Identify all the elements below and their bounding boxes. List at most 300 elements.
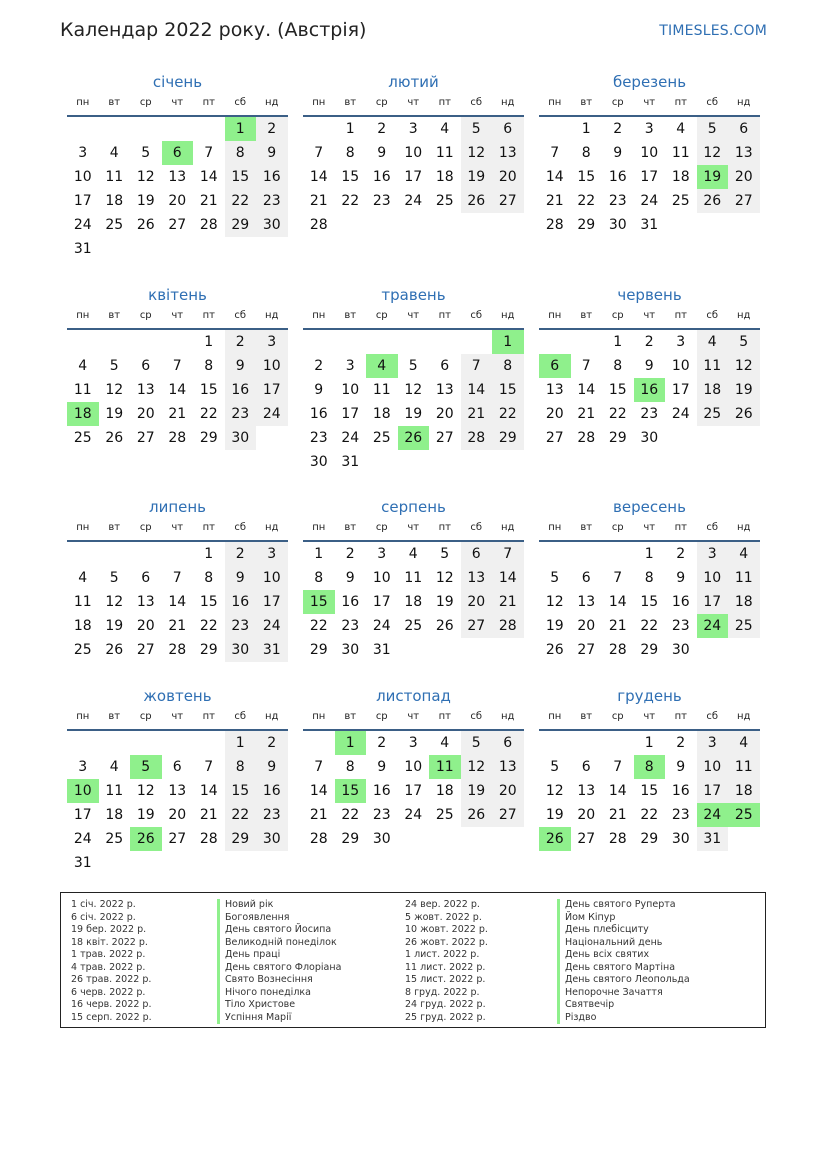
legend-date: 1 трав. 2022 р. xyxy=(71,949,146,960)
day-cell: 30 xyxy=(341,642,360,658)
day-cell: 18 xyxy=(105,193,124,209)
day-cell: 26 xyxy=(136,217,155,233)
day-cell: 16 xyxy=(671,594,690,610)
day-cell: 22 xyxy=(608,406,627,422)
weekday-label: нд xyxy=(501,522,515,533)
day-cell: 31 xyxy=(73,855,92,871)
day-cell: 16 xyxy=(671,783,690,799)
holiday-day-cell: 26 xyxy=(130,827,162,851)
empty-cell xyxy=(162,117,194,141)
holiday-day-cell: 26 xyxy=(539,827,571,851)
weekday-label: пн xyxy=(312,97,326,108)
day-cell: 30 xyxy=(671,642,690,658)
day-cell: 5 xyxy=(728,330,760,354)
day-cell: 6 xyxy=(141,570,151,586)
day-cell: 9 xyxy=(314,382,324,398)
day-cell: 10 xyxy=(697,755,729,779)
day-cell: 23 xyxy=(372,193,391,209)
day-cell: 12 xyxy=(697,141,729,165)
day-cell: 25 xyxy=(105,831,124,847)
weekday-label: пн xyxy=(548,310,562,321)
day-cell: 22 xyxy=(341,807,360,823)
holiday-day-cell: 11 xyxy=(429,755,461,779)
day-cell: 5 xyxy=(461,117,493,141)
legend-holiday-name: Великодній понеділок xyxy=(217,937,341,950)
day-grid xyxy=(539,330,760,450)
day-cell: 13 xyxy=(492,141,524,165)
day-cell: 20 xyxy=(435,406,454,422)
legend-date: 25 груд. 2022 р. xyxy=(405,1011,486,1023)
day-cell: 13 xyxy=(577,594,596,610)
weekday-label: чт xyxy=(643,97,656,108)
day-cell: 14 xyxy=(461,378,493,402)
legend-holiday-name: Богоявлення xyxy=(217,912,341,925)
day-cell: 29 xyxy=(608,430,627,446)
holiday-day-cell: 26 xyxy=(398,426,430,450)
weekday-label: чт xyxy=(407,711,420,722)
legend-holiday-name: Свято Вознесіння xyxy=(217,974,341,987)
weekday-label: пт xyxy=(674,97,687,108)
day-cell: 29 xyxy=(341,831,360,847)
day-cell: 24 xyxy=(341,430,360,446)
weekday-label: пт xyxy=(438,310,451,321)
day-cell: 14 xyxy=(168,594,187,610)
day-cell: 13 xyxy=(168,169,187,185)
day-cell: 8 xyxy=(204,358,214,374)
legend-holiday-name: Йом Кіпур xyxy=(557,912,690,925)
holiday-day-cell: 5 xyxy=(130,755,162,779)
empty-cell xyxy=(602,542,634,566)
month-12 xyxy=(539,685,760,851)
day-grid xyxy=(539,731,760,851)
day-cell: 20 xyxy=(492,779,524,803)
day-cell: 30 xyxy=(608,217,627,233)
day-cell: 20 xyxy=(577,807,596,823)
month-name: вересень xyxy=(613,498,686,516)
day-cell: 7 xyxy=(204,759,214,775)
day-cell: 16 xyxy=(225,590,257,614)
day-cell: 10 xyxy=(256,354,288,378)
day-cell: 12 xyxy=(105,594,124,610)
day-cell: 20 xyxy=(492,165,524,189)
day-cell: 24 xyxy=(73,217,92,233)
day-cell: 2 xyxy=(225,330,257,354)
day-grid xyxy=(67,330,288,450)
weekday-label: сб xyxy=(706,522,719,533)
weekday-label: сб xyxy=(470,522,483,533)
day-grid xyxy=(539,117,760,237)
day-cell: 2 xyxy=(256,731,288,755)
day-cell: 27 xyxy=(577,642,596,658)
day-cell: 24 xyxy=(256,614,288,638)
day-cell: 14 xyxy=(168,382,187,398)
day-cell: 3 xyxy=(345,358,355,374)
day-cell: 29 xyxy=(640,831,659,847)
weekday-label: вт xyxy=(108,310,121,321)
day-cell: 10 xyxy=(341,382,360,398)
day-cell: 1 xyxy=(314,546,324,562)
day-cell: 23 xyxy=(608,193,627,209)
day-cell: 4 xyxy=(78,570,88,586)
day-cell: 22 xyxy=(640,618,659,634)
day-cell: 24 xyxy=(640,193,659,209)
day-cell: 4 xyxy=(697,330,729,354)
empty-cell xyxy=(130,330,162,354)
day-cell: 13 xyxy=(577,783,596,799)
day-cell: 29 xyxy=(199,642,218,658)
legend-date: 15 лист. 2022 р. xyxy=(405,974,486,985)
day-cell: 19 xyxy=(461,779,493,803)
day-cell: 20 xyxy=(168,807,187,823)
day-cell: 21 xyxy=(168,618,187,634)
day-cell: 31 xyxy=(372,642,391,658)
legend-date: 6 січ. 2022 р. xyxy=(71,911,136,923)
day-cell: 21 xyxy=(199,193,218,209)
day-cell: 14 xyxy=(608,594,627,610)
day-cell: 9 xyxy=(644,358,654,374)
day-cell: 28 xyxy=(608,831,627,847)
weekday-label: сб xyxy=(706,97,719,108)
day-cell: 21 xyxy=(461,402,493,426)
day-cell: 13 xyxy=(136,594,155,610)
day-cell: 1 xyxy=(644,546,654,562)
day-cell: 28 xyxy=(608,642,627,658)
legend-date: 6 черв. 2022 р. xyxy=(71,986,146,998)
day-cell: 7 xyxy=(492,542,524,566)
day-cell: 28 xyxy=(168,430,187,446)
day-cell: 19 xyxy=(105,618,124,634)
empty-cell xyxy=(429,330,461,354)
day-cell: 4 xyxy=(109,145,119,161)
day-grid xyxy=(303,117,524,237)
weekday-label: вт xyxy=(580,522,593,533)
day-cell: 12 xyxy=(136,169,155,185)
day-cell: 9 xyxy=(256,141,288,165)
day-cell: 23 xyxy=(372,807,391,823)
day-cell: 11 xyxy=(435,145,454,161)
day-cell: 28 xyxy=(577,430,596,446)
weekday-label: нд xyxy=(265,97,279,108)
weekday-label: чт xyxy=(171,522,184,533)
day-grid xyxy=(303,731,524,851)
day-cell: 8 xyxy=(345,145,355,161)
weekday-label: нд xyxy=(737,310,751,321)
day-cell: 4 xyxy=(728,542,760,566)
month-4 xyxy=(67,284,288,450)
day-cell: 9 xyxy=(256,755,288,779)
weekday-label: сб xyxy=(470,97,483,108)
day-cell: 3 xyxy=(78,759,88,775)
day-cell: 28 xyxy=(461,426,493,450)
weekday-label: ср xyxy=(139,310,152,321)
weekday-label: чт xyxy=(171,97,184,108)
day-cell: 27 xyxy=(168,217,187,233)
day-cell: 11 xyxy=(671,145,690,161)
day-cell: 18 xyxy=(697,378,729,402)
weekday-header xyxy=(539,518,760,542)
weekday-label: пт xyxy=(202,97,215,108)
empty-cell xyxy=(67,330,99,354)
day-cell: 18 xyxy=(435,169,454,185)
weekday-label: пт xyxy=(674,310,687,321)
day-cell: 26 xyxy=(105,642,124,658)
day-cell: 3 xyxy=(377,546,387,562)
weekday-label: нд xyxy=(265,310,279,321)
legend-date: 5 жовт. 2022 р. xyxy=(405,911,482,923)
day-grid xyxy=(539,542,760,662)
weekday-label: вт xyxy=(580,711,593,722)
day-cell: 14 xyxy=(545,169,564,185)
day-cell: 8 xyxy=(613,358,623,374)
day-cell: 19 xyxy=(435,594,454,610)
day-cell: 8 xyxy=(204,570,214,586)
weekday-label: чт xyxy=(171,711,184,722)
day-cell: 22 xyxy=(225,803,257,827)
day-cell: 12 xyxy=(435,570,454,586)
day-cell: 3 xyxy=(256,330,288,354)
legend-date: 24 вер. 2022 р. xyxy=(405,899,480,910)
day-cell: 5 xyxy=(141,145,151,161)
day-grid xyxy=(303,330,524,474)
month-name: липень xyxy=(148,498,207,516)
weekday-label: пт xyxy=(438,711,451,722)
holiday-day-cell: 6 xyxy=(162,141,194,165)
day-cell: 22 xyxy=(225,189,257,213)
month-7 xyxy=(67,496,288,662)
day-cell: 29 xyxy=(199,430,218,446)
empty-cell xyxy=(67,542,99,566)
day-cell: 27 xyxy=(577,831,596,847)
day-cell: 27 xyxy=(461,614,493,638)
day-cell: 3 xyxy=(78,145,88,161)
weekday-label: пт xyxy=(438,97,451,108)
day-cell: 25 xyxy=(73,430,92,446)
day-cell: 23 xyxy=(256,803,288,827)
day-cell: 2 xyxy=(345,546,355,562)
weekday-header xyxy=(303,707,524,731)
legend-holiday-name: День всіх святих xyxy=(557,949,690,962)
holiday-legend xyxy=(60,892,766,1028)
day-cell: 9 xyxy=(225,566,257,590)
day-cell: 7 xyxy=(461,354,493,378)
holiday-day-cell: 24 xyxy=(697,803,729,827)
month-name: листопад xyxy=(376,687,451,705)
legend-names-right xyxy=(557,899,690,1024)
day-cell: 10 xyxy=(372,570,391,586)
day-cell: 28 xyxy=(309,831,328,847)
day-cell: 11 xyxy=(73,382,92,398)
weekday-label: вт xyxy=(580,97,593,108)
empty-cell xyxy=(193,117,225,141)
day-cell: 3 xyxy=(408,121,418,137)
legend-holiday-name: День святого Леопольда xyxy=(557,974,690,987)
day-cell: 3 xyxy=(676,334,686,350)
day-grid xyxy=(67,117,288,261)
legend-date: 16 черв. 2022 р. xyxy=(71,999,152,1010)
holiday-day-cell: 1 xyxy=(492,330,524,354)
day-cell: 31 xyxy=(640,217,659,233)
day-cell: 17 xyxy=(640,169,659,185)
day-cell: 2 xyxy=(613,121,623,137)
day-cell: 13 xyxy=(461,566,493,590)
holiday-day-cell: 18 xyxy=(67,402,99,426)
brand-link[interactable]: TIMESLES.COM xyxy=(659,23,767,39)
day-cell: 11 xyxy=(728,566,760,590)
day-cell: 26 xyxy=(545,642,564,658)
day-cell: 12 xyxy=(404,382,423,398)
day-cell: 5 xyxy=(408,358,418,374)
weekday-label: вт xyxy=(108,97,121,108)
day-cell: 8 xyxy=(345,759,355,775)
day-cell: 7 xyxy=(613,570,623,586)
day-cell: 5 xyxy=(109,358,119,374)
weekday-label: чт xyxy=(643,310,656,321)
legend-holiday-name: День плебісциту xyxy=(557,924,690,937)
empty-cell xyxy=(461,330,493,354)
day-cell: 6 xyxy=(728,117,760,141)
day-cell: 5 xyxy=(440,546,450,562)
empty-cell xyxy=(539,330,571,354)
day-cell: 21 xyxy=(577,406,596,422)
day-cell: 14 xyxy=(199,783,218,799)
legend-date: 26 жовт. 2022 р. xyxy=(405,936,488,948)
holiday-day-cell: 1 xyxy=(225,117,257,141)
weekday-label: нд xyxy=(265,522,279,533)
empty-cell xyxy=(398,330,430,354)
day-cell: 28 xyxy=(545,217,564,233)
day-cell: 26 xyxy=(461,189,493,213)
day-cell: 30 xyxy=(256,213,288,237)
weekday-label: ср xyxy=(375,522,388,533)
day-cell: 19 xyxy=(545,618,564,634)
day-cell: 2 xyxy=(676,546,686,562)
day-cell: 18 xyxy=(105,807,124,823)
weekday-label: чт xyxy=(407,97,420,108)
day-cell: 22 xyxy=(341,193,360,209)
day-cell: 1 xyxy=(581,121,591,137)
day-cell: 9 xyxy=(676,570,686,586)
day-cell: 3 xyxy=(256,542,288,566)
day-cell: 25 xyxy=(73,642,92,658)
day-cell: 18 xyxy=(728,779,760,803)
day-cell: 21 xyxy=(608,618,627,634)
day-cell: 22 xyxy=(309,618,328,634)
day-cell: 10 xyxy=(404,145,423,161)
day-grid xyxy=(303,542,524,662)
empty-cell xyxy=(571,731,603,755)
day-cell: 17 xyxy=(404,169,423,185)
day-cell: 17 xyxy=(697,779,729,803)
day-cell: 3 xyxy=(697,542,729,566)
legend-holiday-name: Нічого понеділка xyxy=(217,987,341,1000)
legend-holiday-name: День святого Мартіна xyxy=(557,962,690,975)
day-cell: 5 xyxy=(550,570,560,586)
empty-cell xyxy=(67,117,99,141)
month-name: грудень xyxy=(617,687,682,705)
day-cell: 15 xyxy=(199,382,218,398)
day-cell: 1 xyxy=(204,334,214,350)
day-cell: 27 xyxy=(492,803,524,827)
weekday-label: пн xyxy=(548,522,562,533)
weekday-label: пн xyxy=(76,522,90,533)
weekday-label: ср xyxy=(139,97,152,108)
day-cell: 22 xyxy=(577,193,596,209)
day-cell: 10 xyxy=(256,566,288,590)
day-cell: 14 xyxy=(199,169,218,185)
day-cell: 9 xyxy=(345,570,355,586)
month-name: січень xyxy=(152,73,203,91)
day-cell: 19 xyxy=(136,193,155,209)
day-cell: 23 xyxy=(341,618,360,634)
holiday-day-cell: 16 xyxy=(634,378,666,402)
day-cell: 17 xyxy=(341,406,360,422)
weekday-label: сб xyxy=(234,711,247,722)
weekday-label: пн xyxy=(312,522,326,533)
day-cell: 11 xyxy=(697,354,729,378)
day-cell: 5 xyxy=(461,731,493,755)
day-cell: 18 xyxy=(671,169,690,185)
day-cell: 7 xyxy=(172,570,182,586)
day-cell: 8 xyxy=(581,145,591,161)
weekday-label: пн xyxy=(548,711,562,722)
weekday-label: нд xyxy=(501,711,515,722)
day-cell: 9 xyxy=(676,759,686,775)
weekday-header xyxy=(539,306,760,330)
legend-holiday-name: День святого Руперта xyxy=(557,899,690,912)
month-10 xyxy=(67,685,288,875)
day-cell: 29 xyxy=(492,426,524,450)
weekday-label: ср xyxy=(139,522,152,533)
month-name: серпень xyxy=(381,498,446,516)
day-cell: 25 xyxy=(404,618,423,634)
day-cell: 16 xyxy=(372,169,391,185)
day-cell: 29 xyxy=(577,217,596,233)
empty-cell xyxy=(366,330,398,354)
holiday-day-cell: 6 xyxy=(539,354,571,378)
empty-cell xyxy=(193,731,225,755)
day-cell: 30 xyxy=(225,638,257,662)
day-cell: 6 xyxy=(141,358,151,374)
day-cell: 10 xyxy=(404,759,423,775)
weekday-label: сб xyxy=(234,97,247,108)
empty-cell xyxy=(303,330,335,354)
holiday-day-cell: 8 xyxy=(634,755,666,779)
day-cell: 23 xyxy=(256,189,288,213)
day-cell: 17 xyxy=(256,378,288,402)
day-cell: 27 xyxy=(136,430,155,446)
day-cell: 7 xyxy=(314,145,324,161)
day-cell: 17 xyxy=(372,594,391,610)
empty-cell xyxy=(162,330,194,354)
day-cell: 27 xyxy=(492,189,524,213)
day-cell: 3 xyxy=(697,731,729,755)
weekday-label: сб xyxy=(234,310,247,321)
day-cell: 23 xyxy=(225,614,257,638)
day-grid xyxy=(67,542,288,662)
day-cell: 7 xyxy=(550,145,560,161)
month-name: лютий xyxy=(388,73,439,91)
weekday-label: ср xyxy=(375,711,388,722)
day-cell: 28 xyxy=(199,217,218,233)
day-cell: 5 xyxy=(550,759,560,775)
weekday-label: пт xyxy=(202,711,215,722)
empty-cell xyxy=(130,731,162,755)
month-9 xyxy=(539,496,760,662)
weekday-label: вт xyxy=(108,711,121,722)
day-cell: 23 xyxy=(225,402,257,426)
day-cell: 15 xyxy=(577,169,596,185)
day-cell: 1 xyxy=(613,334,623,350)
